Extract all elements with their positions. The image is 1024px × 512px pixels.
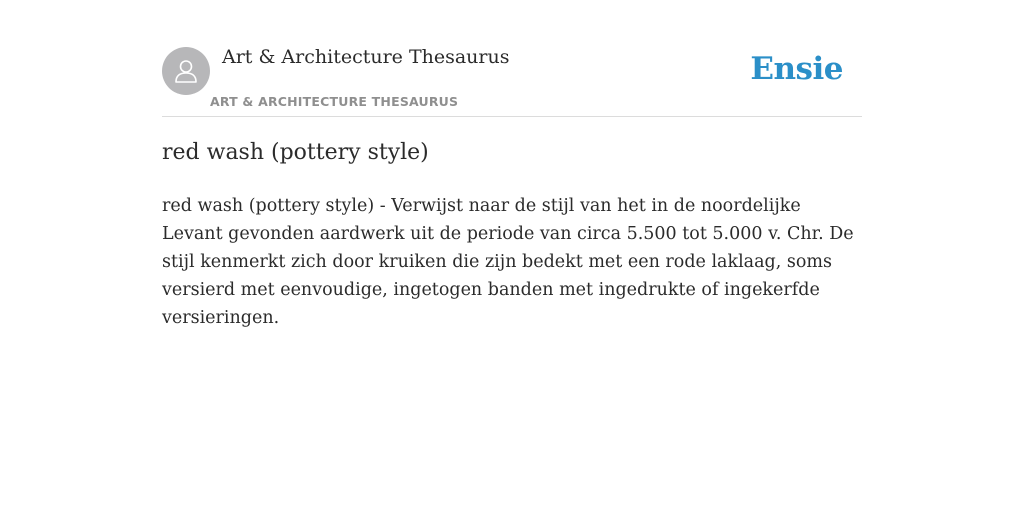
page-title: red wash (pottery style) xyxy=(162,140,429,165)
avatar[interactable] xyxy=(162,47,210,95)
author-subtitle[interactable]: ART & ARCHITECTURE THESAURUS xyxy=(210,94,459,109)
user-icon xyxy=(171,56,201,86)
ensie-logo[interactable]: Ensie xyxy=(750,51,843,87)
page-header xyxy=(162,46,862,117)
definition-text: red wash (pottery style) - Verwijst naar de stijl van het in de noordelijke Levant gevonden aardwerk uit de periode van circa 5.500 tot 5.000 v. Chr. De stijl kenmerkt zich door kruiken die zijn bedekt met een rode laklaag, soms versierd met eenvoudige, ingetogen banden met ingedrukte of ingekerfde versieringen. xyxy=(162,196,854,328)
author-name[interactable]: Art & Architecture Thesaurus xyxy=(222,46,510,68)
